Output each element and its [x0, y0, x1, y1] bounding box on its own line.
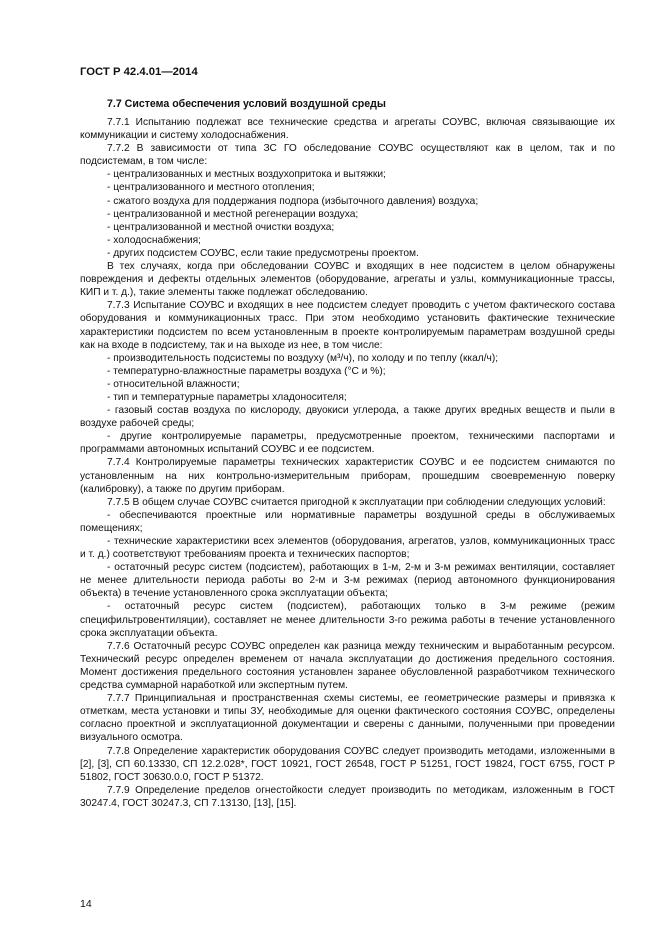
list-item: - централизованной и местной регенерации воздуха; — [107, 208, 359, 220]
list-item: - остаточный ресурс систем (подсистем), работающих только в 3-м режиме (режим специфильтровентиляции), составляет не менее длительности 3-го режима работы в течение установленного срока эксплуатации объекта. — [80, 601, 615, 639]
document-code-header: ГОСТ Р 42.4.01—2014 — [80, 66, 198, 78]
section-title: 7.7 Система обеспечения условий воздушной среды — [107, 98, 386, 110]
list-item: - холодоснабжения; — [107, 234, 202, 246]
paragraph: 7.7.1 Испытанию подлежат все технические средства и агрегаты СОУВС, включая связывающие их коммуникации и систему холодоснабжения. — [80, 117, 615, 142]
list-item: - относительной влажности; — [107, 378, 240, 390]
paragraph: 7.7.9 Определение пределов огнестойкости следует производить по методикам, изложенным в ГОСТ 30247.4, ГОСТ 30247.3, СП 7.13130, [13], [15]. — [80, 784, 615, 809]
document-page — [80, 66, 615, 810]
paragraph: 7.7.6 Остаточный ресурс СОУВС определен как разница между техническим и выработанным ресурсом. Технический ресурс определен временем от начала эксплуатации до достижения предельного состояния. Момент достижения предельного состояния установлен заранее обусловленной разработчиком технического средства суммарной наработкой или экспертным путем. — [80, 640, 615, 692]
section-content — [80, 116, 615, 810]
list-item: - производительность подсистемы по воздуху (м³/ч), по холоду и по теплу (ккал/ч); — [107, 352, 499, 364]
list-item: - другие контролируемые параметры, предусмотренные проектом, техническими паспортами и программами автономных испытаний СОУВС и ее подсистем. — [80, 431, 615, 456]
page-number: 14 — [80, 898, 92, 910]
list-item: - остаточный ресурс систем (подсистем), работающих в 1-м, 2-м и 3-м режимах вентиляции, составляет не менее длительности периода работы во 2-м и 3-м режимах (период автономного функционирования объекта) в течение установленного срока эксплуатации объекта; — [80, 562, 615, 600]
paragraph: 7.7.2 В зависимости от типа ЗС ГО обследование СОУВС осуществляют как в целом, так и по подсистемам, в том числе: — [80, 143, 615, 168]
list-item: - централизованных и местных воздухопритока и вытяжки; — [107, 169, 386, 181]
list-item: - сжатого воздуха для поддержания подпора (избыточного давления) воздуха; — [107, 195, 479, 207]
paragraph: 7.7.5 В общем случае СОУВС считается пригодной к эксплуатации при соблюдении следующих условий: — [107, 496, 606, 508]
paragraph: 7.7.3 Испытание СОУВС и входящих в нее подсистем следует проводить с учетом фактического состава оборудования и коммуникационных трасс. При этом необходимо установить фактические технические характеристики подсистем по всем установленным в проекте контролируемым параметрам воздушной среды как на входе в подсистему, так и на выходе из нее, в том числе: — [80, 300, 615, 351]
paragraph: В тех случаях, когда при обследовании СОУВС и входящих в нее подсистем в целом обнаружены повреждения и дефекты отдельных элементов (оборудование, агрегаты и узлы, коммуникационные трассы, КИП и т. д.), такие элементы также подлежат обследованию. — [80, 261, 615, 299]
list-item: - тип и температурные параметры хладоносителя; — [107, 391, 347, 403]
list-item: - газовый состав воздуха по кислороду, двуокиси углерода, а также других вредных веществ и пыли в воздухе рабочей среды; — [80, 405, 615, 430]
list-item: - обеспечиваются проектные или нормативные параметры воздушной среды в обслуживаемых помещениях; — [80, 509, 615, 534]
list-item: - технические характеристики всех элементов (оборудования, агрегатов, узлов, коммуникационных трасс и т. д.) соответствуют требованиям проекта и технических паспортов; — [80, 536, 615, 561]
list-item: - централизованного и местного отопления; — [107, 182, 315, 194]
paragraph: 7.7.4 Контролируемые параметры технических характеристик СОУВС и ее подсистем снимаются по установленным на них контрольно-измерительным приборам, прошедшим своевременную поверку (калибровку), а также по другим приборам. — [80, 457, 615, 495]
list-item: - централизованной и местной очистки воздуха; — [107, 221, 335, 233]
list-item: - других подсистем СОУВС, если такие предусмотрены проектом. — [107, 247, 419, 259]
paragraph: 7.7.8 Определение характеристик оборудования СОУВС следует производить методами, изложенными в [2], [3], СП 60.13330, СП 12.2.028*, ГОСТ 10921, ГОСТ 26548, ГОСТ Р 51251, ГОСТ 19824, ГОСТ 6755, ГОСТ Р 51802, ГОСТ 30630.0.0, ГОСТ Р 51372. — [80, 745, 615, 783]
paragraph: 7.7.7 Принципиальная и пространственная схемы системы, ее геометрические размеры и привязка к отметкам, места установки и типы ЗУ, необходимые для оценки фактического состояния СОУВС, определены согласно проектной и эксплуатационной документации и сверены с данными, полученными при проведении визуального осмотра. — [80, 693, 615, 744]
list-item: - температурно-влажностные параметры воздуха (°С и %); — [107, 365, 386, 377]
